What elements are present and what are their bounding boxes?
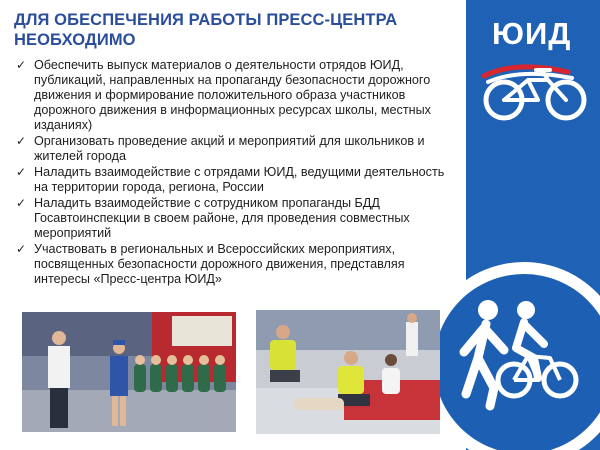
first-aid-training-photo	[256, 310, 440, 434]
check-icon: ✓	[16, 165, 27, 179]
check-icon: ✓	[16, 196, 27, 210]
list-item	[14, 242, 456, 287]
list-item	[14, 58, 456, 133]
logo-text: ЮИД	[492, 16, 572, 51]
bullet-list	[14, 58, 456, 288]
list-item	[14, 134, 456, 164]
check-icon: ✓	[16, 242, 27, 256]
slide-title: ДЛЯ ОБЕСПЕЧЕНИЯ РАБОТЫ ПРЕСС-ЦЕНТРА НЕОБХОДИМО	[14, 11, 398, 49]
pedestrian-cyclist-sign-icon	[416, 258, 600, 450]
bullet-text: Наладить взаимодействие с отрядами ЮИД, ведущими деятельность на территории города, региона, России	[34, 165, 445, 194]
bullet-text: Участвовать в региональных и Всероссийских мероприятиях, посвященных безопасности дорожного движения, представляя интересы «Пресс-центра ЮИД»	[34, 242, 405, 286]
bullet-text: Организовать проведение акций и мероприятий для школьников и жителей города	[34, 134, 425, 163]
check-icon: ✓	[16, 134, 27, 148]
ceremony-photo	[22, 312, 236, 432]
bicycle-logo-icon	[476, 56, 594, 122]
bullet-text: Обеспечить выпуск материалов о деятельности отрядов ЮИД, публикаций, направленных на пропаганду безопасности дорожного движения и формирование положительного образа участников дорожного движения в информационных ресурсах школы, местных изданиях)	[34, 58, 431, 132]
check-icon: ✓	[16, 58, 27, 72]
list-item	[14, 165, 456, 195]
list-item	[14, 196, 456, 241]
bullet-text: Наладить взаимодействие с сотрудником пропаганды БДД Госавтоинспекции в своем районе, для проведения совместных мероприятий	[34, 196, 410, 240]
